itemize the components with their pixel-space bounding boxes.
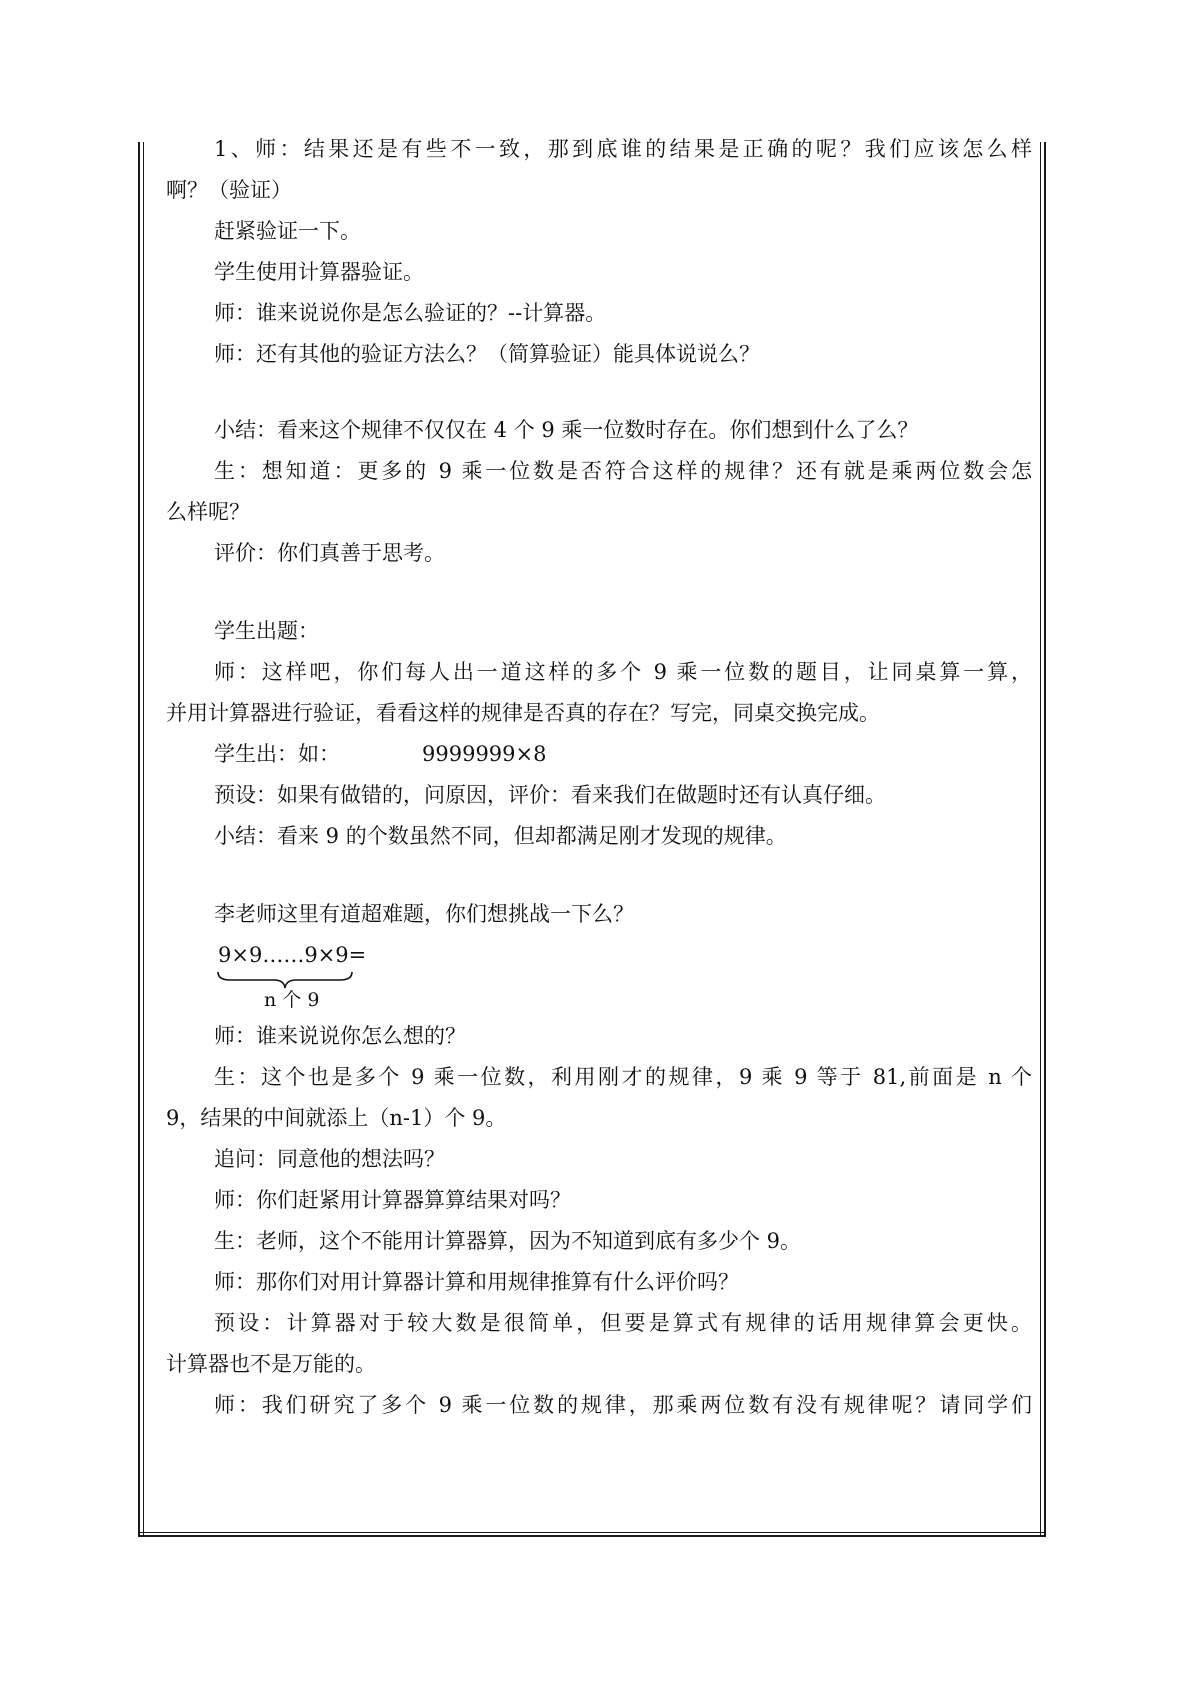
paragraph-line: 生：这个也是多个 9 乘一位数，利用刚才的规律，9 乘 9 等于 81,前面是 n 个 xyxy=(214,1065,1032,1089)
paragraph-line: 预设：如果有做错的，问原因，评价：看来我们在做题时还有认真仔细。 xyxy=(214,783,886,807)
table-border-bottom-outer xyxy=(138,1535,1046,1537)
paragraph-line: 生：老师，这个不能用计算器算，因为不知道到底有多少个 9。 xyxy=(214,1229,802,1253)
table-border-right-inner xyxy=(1040,142,1041,1537)
paragraph-line: 小结：看来 9 的个数虽然不同，但却都满足刚才发现的规律。 xyxy=(214,824,787,848)
paragraph-line: 并用计算器进行验证，看看这样的规律是否真的存在？写完，同桌交换完成。 xyxy=(166,701,880,725)
paragraph-line: 师：那你们对用计算器计算和用规律推算有什么评价吗？ xyxy=(214,1270,739,1294)
table-border-right-outer xyxy=(1044,142,1046,1537)
example-expression: 9999999×8 xyxy=(422,742,547,766)
paragraph-line: 预设：计算器对于较大数是很简单，但要是算式有规律的话用规律算会更快。 xyxy=(214,1311,1032,1335)
paragraph-line: 追问：同意他的想法吗？ xyxy=(214,1147,445,1171)
paragraph-line: 小结：看来这个规律不仅仅在 4 个 9 乘一位数时存在。你们想到什么了么？ xyxy=(214,418,919,442)
paragraph-line: 师：谁来说说你是怎么验证的？--计算器。 xyxy=(214,301,607,325)
table-border-left-inner xyxy=(143,142,144,1537)
paragraph-line: 师：这样吧，你们每人出一道这样的多个 9 乘一位数的题目，让同桌算一算， xyxy=(214,660,1032,684)
paragraph-line: 赶紧验证一下。 xyxy=(214,219,361,243)
paragraph-line: 啊？（验证） xyxy=(166,178,292,202)
paragraph-line: 师：我们研究了多个 9 乘一位数的规律，那乘两位数有没有规律呢？请同学们 xyxy=(214,1393,1032,1417)
example-label: 学生出：如： xyxy=(214,742,340,766)
table-border-left-outer xyxy=(138,142,140,1537)
underbrace xyxy=(216,970,354,990)
paragraph-line: 9，结果的中间就添上（n-1）个 9。 xyxy=(166,1106,507,1130)
paragraph-line: 计算器也不是万能的。 xyxy=(166,1352,376,1376)
challenge-formula: 9×9……9×9= xyxy=(218,943,367,967)
paragraph-line: 评价：你们真善于思考。 xyxy=(214,541,445,565)
table-border-bottom-inner xyxy=(138,1532,1046,1533)
paragraph-line: 1、师：结果还是有些不一致，那到底谁的结果是正确的呢？我们应该怎么样 xyxy=(214,137,1032,161)
paragraph-line: 学生使用计算器验证。 xyxy=(214,260,424,284)
paragraph-line: 学生出题： xyxy=(214,619,319,643)
paragraph-line: 师：你们赶紧用计算器算算结果对吗？ xyxy=(214,1188,571,1212)
paragraph-line: 师：谁来说说你怎么想的？ xyxy=(214,1024,466,1048)
paragraph-line: 生：想知道：更多的 9 乘一位数是否符合这样的规律？还有就是乘两位数会怎 xyxy=(214,459,1032,483)
paragraph-line: 么样呢？ xyxy=(166,500,250,524)
paragraph-line: 李老师这里有道超难题，你们想挑战一下么？ xyxy=(214,902,634,926)
paragraph-line: 师：还有其他的验证方法么？（简算验证）能具体说说么？ xyxy=(214,342,760,366)
lesson-plan-table-cell xyxy=(138,137,1046,1537)
brace-label: n 个 9 xyxy=(264,989,320,1011)
